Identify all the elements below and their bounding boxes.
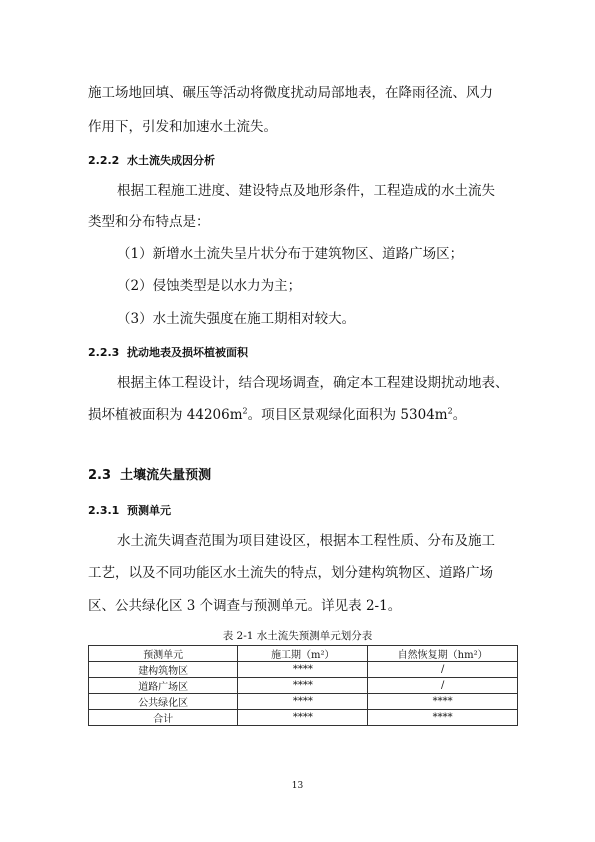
table-cell: **** <box>368 710 518 726</box>
table-header-cell: 施工期（m²） <box>238 646 368 662</box>
section-heading-2-3-1 <box>88 502 171 518</box>
section-title: 预测单元 <box>127 504 171 517</box>
para-line: 作用下，引发和加速水土流失。 <box>88 119 277 135</box>
table-cell: **** <box>238 710 368 726</box>
section-number: 2.2.2 <box>88 154 120 167</box>
list-item: （2）侵蚀类型是以水力为主； <box>117 278 302 294</box>
table-header-cell: 自然恢复期（hm²） <box>368 646 518 662</box>
table-cell: **** <box>238 678 368 694</box>
section-number: 2.3 <box>88 468 112 483</box>
para-line: 类型和分布特点是： <box>88 214 210 230</box>
para-line: 根据主体工程设计，结合现场调查，确定本工程建设期扰动地表、 <box>117 375 509 391</box>
table-cell: 建构筑物区 <box>89 662 238 678</box>
para-line: 施工场地回填、碾压等活动将微度扰动局部地表，在降雨径流、风力 <box>88 85 493 101</box>
table-cell: 公共绿化区 <box>89 694 238 710</box>
table-row <box>89 710 518 726</box>
list-item: （3）水土流失强度在施工期相对较大。 <box>117 311 356 327</box>
list-item: （1）新增水土流失呈片状分布于建筑物区、道路广场区； <box>117 246 464 262</box>
section-title: 水土流失成因分析 <box>127 154 215 167</box>
text-run: 。 <box>452 407 467 423</box>
superscript: 2 <box>242 406 248 416</box>
table-header-cell: 预测单元 <box>89 646 238 662</box>
section-heading-2-3 <box>88 464 211 483</box>
para-line-area <box>88 405 466 425</box>
table-cell: **** <box>368 694 518 710</box>
page-number: 13 <box>291 781 304 791</box>
table-caption: 表 2-1 水土流失预测单元划分表 <box>222 630 373 642</box>
section-heading-2-2-2 <box>88 152 215 168</box>
table-cell: 道路广场区 <box>89 678 238 694</box>
text-run: 。项目区景观绿化面积为 5304m <box>247 407 448 423</box>
superscript: 2 <box>447 406 453 416</box>
section-number: 2.2.3 <box>88 346 120 359</box>
section-heading-2-2-3 <box>88 344 248 360</box>
para-line: 区、公共绿化区 3 个调查与预测单元。详见表 2-1。 <box>88 598 402 614</box>
para-line: 水土流失调查范围为项目建设区，根据本工程性质、分布及施工 <box>117 533 495 549</box>
table-row <box>89 662 518 678</box>
table-row <box>89 694 518 710</box>
para-line: 根据工程施工进度、建设特点及地形条件，工程造成的水土流失 <box>117 183 495 199</box>
section-title: 扰动地表及损坏植被面积 <box>127 346 248 359</box>
table-row <box>89 678 518 694</box>
table-cell: / <box>368 662 518 678</box>
table-cell: 合计 <box>89 710 238 726</box>
para-line: 工艺，以及不同功能区水土流失的特点，划分建构筑物区、道路广场 <box>88 565 493 581</box>
section-title: 土壤流失量预测 <box>120 468 212 483</box>
text-run: 损坏植被面积为 44206m <box>88 407 243 423</box>
section-number: 2.3.1 <box>88 504 120 517</box>
prediction-unit-table <box>88 645 518 726</box>
table-header-row <box>89 646 518 662</box>
table-cell: **** <box>238 694 368 710</box>
table-cell: / <box>368 678 518 694</box>
table-cell: **** <box>238 662 368 678</box>
